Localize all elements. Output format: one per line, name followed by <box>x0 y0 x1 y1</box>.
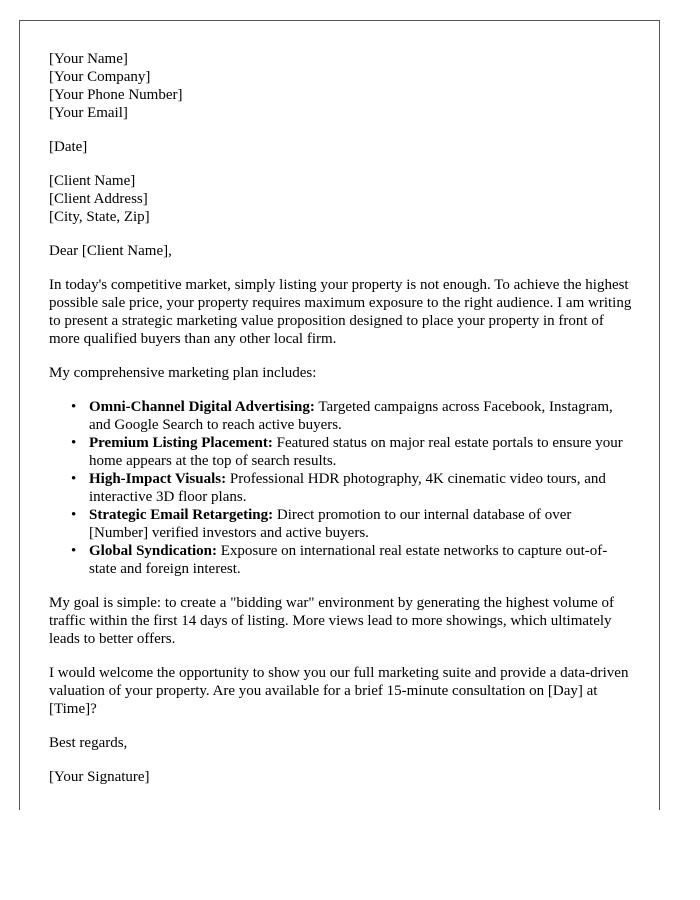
plan-item-title: High-Impact Visuals: <box>89 471 227 487</box>
plan-item-title: Strategic Email Retargeting: <box>89 507 274 523</box>
plan-item-text: Direct promotion to our internal database of over [Number] verified investors and active buyers. <box>89 507 572 541</box>
recipient-address: [Client Address] <box>49 191 148 207</box>
sender-name: [Your Name] <box>49 51 128 67</box>
recipient-city: [City, State, Zip] <box>49 209 150 225</box>
plan-item-text: Professional HDR photography, 4K cinematic video tours, and interactive 3D floor plans. <box>89 471 606 505</box>
sender-phone: [Your Phone Number] <box>49 87 183 103</box>
closing-paragraph: I would welcome the opportunity to show you our full marketing suite and provide a data-driven valuation of your property. Are you available for a brief 15-minute consultation on [Day] at [Time]? <box>49 665 629 717</box>
sender-company: [Your Company] <box>49 69 151 85</box>
bullet-icon: • <box>71 471 77 487</box>
intro-paragraph: In today's competitive market, simply listing your property is not enough. To achieve the highest possible sale price, your property requires maximum exposure to the right audience. I am writing to present a strategic marketing value proposition designed to place your property in front of more qualified buyers than any other local firm. <box>49 277 632 347</box>
letter-page <box>19 20 660 810</box>
plan-item-text: Featured status on major real estate portals to ensure your home appears at the top of search results. <box>89 435 623 469</box>
plan-item-title: Global Syndication: <box>89 543 217 559</box>
bullet-icon: • <box>71 507 77 523</box>
list-item <box>71 506 633 542</box>
recipient-name: [Client Name] <box>49 173 136 189</box>
list-item <box>71 470 633 506</box>
marketing-plan-list <box>49 398 633 578</box>
plan-item-title: Premium Listing Placement: <box>89 435 273 451</box>
plan-item-title: Omni-Channel Digital Advertising: <box>89 399 315 415</box>
goal-paragraph: My goal is simple: to create a "bidding war" environment by generating the highest volume of traffic within the first 14 days of listing. More views lead to more showings, which ultimately leads to better offers. <box>49 595 615 647</box>
salutation: Dear [Client Name], <box>49 243 172 259</box>
list-item <box>71 542 633 578</box>
plan-item-text: Exposure on international real estate networks to capture out-of-state and foreign interest. <box>89 543 608 577</box>
recipient-block <box>49 172 659 226</box>
signoff: Best regards, <box>49 735 128 751</box>
plan-intro: My comprehensive marketing plan includes: <box>49 365 317 381</box>
bullet-icon: • <box>71 399 77 415</box>
letter-date: [Date] <box>49 139 88 155</box>
bullet-icon: • <box>71 435 77 451</box>
signature: [Your Signature] <box>49 769 150 785</box>
list-item <box>71 434 633 470</box>
sender-email: [Your Email] <box>49 105 128 121</box>
bullet-icon: • <box>71 543 77 559</box>
sender-block <box>49 50 659 122</box>
plan-item-text: Targeted campaigns across Facebook, Instagram, and Google Search to reach active buyers. <box>89 399 613 433</box>
list-item <box>71 398 633 434</box>
